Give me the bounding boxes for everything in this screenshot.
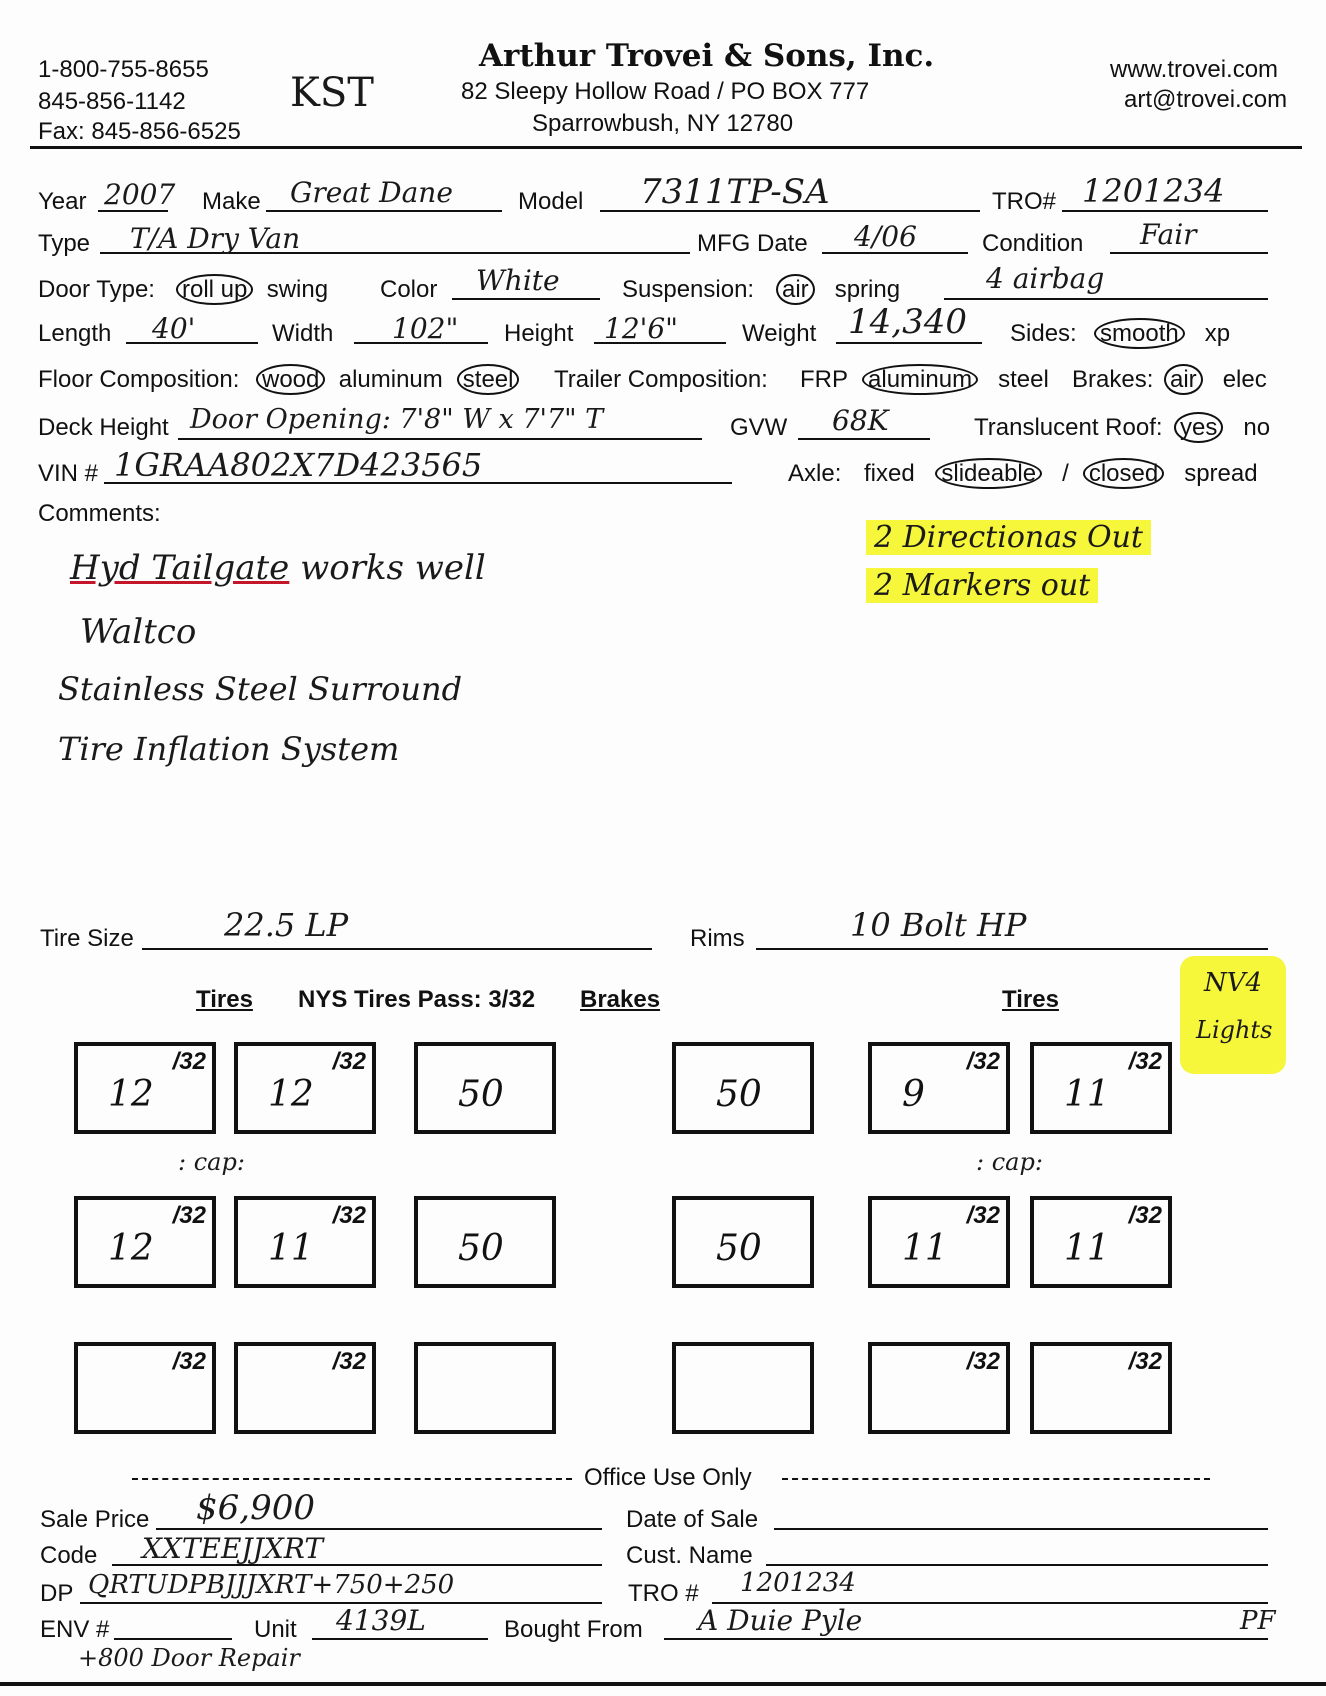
length-label: Length <box>38 320 112 347</box>
sale-price-line <box>156 1528 602 1530</box>
axle-slash: / <box>1062 460 1069 487</box>
header-divider <box>30 146 1302 149</box>
sides-xp-option: xp <box>1204 320 1231 347</box>
date-of-sale-label: Date of Sale <box>626 1506 759 1533</box>
dp-value: QRTUDPBJJJXRT+750+250 <box>88 1570 455 1600</box>
tire-box <box>868 1196 1010 1288</box>
initials-bottom: PF <box>1240 1606 1276 1636</box>
phone-2: 845-856-1142 <box>38 88 186 115</box>
dp-label: DP <box>40 1580 74 1607</box>
note-markers-text: 2 Markers out <box>866 568 1098 603</box>
comment-works-well: works well <box>300 548 486 588</box>
brake-box <box>672 1196 814 1288</box>
gvw-value: 68K <box>832 404 889 437</box>
website: www.trovei.com <box>1110 56 1279 83</box>
comment-line-4: Tire Inflation System <box>58 730 400 768</box>
color-value: White <box>476 264 560 297</box>
floor-label: Floor Composition: <box>38 366 240 393</box>
initials-ks: KST <box>290 70 374 116</box>
deck-height-line <box>178 438 702 440</box>
make-label: Make <box>202 188 261 215</box>
tro-line <box>1062 210 1268 212</box>
height-value: 12'6" <box>604 312 679 345</box>
cust-name-label: Cust. Name <box>626 1542 753 1569</box>
sale-price-value: $6,900 <box>196 1488 315 1528</box>
brake-value: 50 <box>716 1074 762 1115</box>
width-label: Width <box>272 320 334 347</box>
weight-label: Weight <box>742 320 817 347</box>
deck-height-label: Deck Height <box>38 414 169 441</box>
rims-line <box>756 948 1268 950</box>
vin-value: 1GRAA802X7D423565 <box>114 446 483 484</box>
office-dash-left <box>132 1478 572 1480</box>
brake-box <box>672 1042 814 1134</box>
axle-slideable-option: slideable <box>935 458 1042 489</box>
tro-2-value: 1201234 <box>740 1568 856 1598</box>
tc-aluminum-option: aluminum <box>862 364 978 395</box>
bought-from-label: Bought From <box>504 1616 643 1643</box>
tread-depth-value: 9 <box>902 1074 925 1115</box>
door-type-label: Door Type: <box>38 276 155 303</box>
trailer-composition-label: Trailer Composition: <box>554 366 768 393</box>
brake-box <box>672 1342 814 1434</box>
make-value: Great Dane <box>290 176 453 209</box>
floor-options <box>262 366 519 394</box>
sides-options <box>1100 320 1230 348</box>
env-label: ENV # <box>40 1616 110 1643</box>
tread-depth-value: 12 <box>108 1074 154 1115</box>
gvw-label: GVW <box>730 414 788 441</box>
tire-box <box>1030 1342 1172 1434</box>
code-value: XXTEEJJXRT <box>142 1532 324 1565</box>
tread-fraction-label: /32 <box>966 1202 1000 1229</box>
axle-label: Axle: <box>788 460 842 487</box>
tread-depth-value: 11 <box>902 1228 948 1269</box>
nys-tires-pass: NYS Tires Pass: 3/32 <box>298 986 536 1013</box>
tire-box <box>74 1042 216 1134</box>
rims-label: Rims <box>690 925 745 952</box>
deck-height-value: Door Opening: 7'8" W x 7'7" T <box>190 404 604 435</box>
model-value: 7311TP-SA <box>640 172 830 212</box>
lights-text: Lights <box>1196 1016 1273 1044</box>
code-label: Code <box>40 1542 98 1569</box>
tread-fraction-label: /32 <box>332 1202 366 1229</box>
tire-box <box>74 1196 216 1288</box>
suspension-options <box>782 276 900 304</box>
note-directionals <box>866 520 1151 555</box>
brake-value: 50 <box>458 1228 504 1269</box>
fax: Fax: 845-856-6525 <box>38 118 241 145</box>
make-line <box>266 210 502 212</box>
gvw-line <box>798 438 930 440</box>
vin-label: VIN # <box>38 460 99 487</box>
type-label: Type <box>38 230 91 257</box>
env-line <box>114 1638 232 1640</box>
suspension-label: Suspension: <box>622 276 755 303</box>
type-value: T/A Dry Van <box>130 222 301 255</box>
translucent-no-option: no <box>1243 414 1271 441</box>
floor-wood-option: wood <box>256 364 325 395</box>
tro-2-label: TRO # <box>628 1580 699 1607</box>
cust-name-line <box>766 1564 1268 1566</box>
door-type-options <box>182 276 328 304</box>
tire-size-line <box>142 948 652 950</box>
length-value: 40' <box>152 312 196 345</box>
tire-box <box>234 1042 376 1134</box>
note-markers <box>866 568 1098 603</box>
tread-fraction-label: /32 <box>1128 1348 1162 1375</box>
note-directionals-text: 2 Directionas Out <box>866 520 1151 555</box>
weight-value: 14,340 <box>848 302 967 342</box>
door-roll-up-option: roll up <box>176 274 253 305</box>
tread-depth-value: 11 <box>1064 1228 1110 1269</box>
nv4-text: NV4 <box>1204 968 1263 998</box>
door-repair-note: +800 Door Repair <box>78 1644 300 1672</box>
model-label: Model <box>518 188 584 215</box>
tire-size-label: Tire Size <box>40 925 134 952</box>
sides-smooth-option: smooth <box>1094 318 1185 349</box>
tires-right-header: Tires <box>1002 986 1059 1013</box>
office-use-label: Office Use Only <box>584 1464 752 1491</box>
tread-fraction-label: /32 <box>1128 1202 1162 1229</box>
cap-note-left: : cap: <box>178 1148 245 1176</box>
date-of-sale-line <box>774 1528 1268 1530</box>
tread-fraction-label: /32 <box>172 1348 206 1375</box>
brake-value: 50 <box>458 1074 504 1115</box>
tire-box <box>74 1342 216 1434</box>
weight-line <box>836 342 982 344</box>
unit-value: 4139L <box>336 1604 426 1637</box>
tires-left-header: Tires <box>196 986 253 1013</box>
address-line-2: Sparrowbush, NY 12780 <box>532 110 794 137</box>
tread-depth-value: 12 <box>108 1228 154 1269</box>
axle-closed-option: closed <box>1083 458 1164 489</box>
color-line <box>452 298 600 300</box>
email: art@trovei.com <box>1124 86 1288 113</box>
tire-box <box>868 1342 1010 1434</box>
tread-depth-value: 11 <box>268 1228 314 1269</box>
suspension-air-option: air <box>776 274 815 305</box>
mfg-date-label: MFG Date <box>697 230 808 257</box>
tro-value: 1201234 <box>1082 172 1225 210</box>
suspension-spring-option: spring <box>834 276 901 303</box>
year-value: 2007 <box>104 178 176 211</box>
translucent-yes-option: yes <box>1174 412 1223 443</box>
door-swing-option: swing <box>266 276 329 303</box>
company-name: Arthur Trovei & Sons, Inc. <box>479 38 935 74</box>
comment-line-1 <box>70 548 486 588</box>
tire-size-value: 22.5 LP <box>224 906 349 944</box>
sides-label: Sides: <box>1010 320 1077 347</box>
address-line-1: 82 Sleepy Hollow Road / PO BOX 777 <box>461 78 870 105</box>
tread-fraction-label: /32 <box>332 1048 366 1075</box>
width-value: 102" <box>392 312 459 345</box>
bought-from-value: A Duie Pyle <box>698 1604 863 1637</box>
condition-line <box>1110 252 1268 254</box>
brakes-options <box>1170 366 1267 394</box>
sale-price-label: Sale Price <box>40 1506 150 1533</box>
trailer-composition-options <box>800 366 1049 394</box>
tread-fraction-label: /32 <box>332 1348 366 1375</box>
bought-from-line <box>664 1638 1268 1640</box>
floor-aluminum-option: aluminum <box>338 366 443 393</box>
axle-fixed-option: fixed <box>864 460 915 487</box>
tread-fraction-label: /32 <box>172 1048 206 1075</box>
suspension-line <box>944 298 1268 300</box>
brake-box <box>414 1342 556 1434</box>
comment-line-2: Waltco <box>80 612 197 652</box>
rims-value: 10 Bolt HP <box>850 906 1027 944</box>
tc-frp-option: FRP <box>800 366 848 393</box>
mfg-date-value: 4/06 <box>854 220 917 253</box>
color-label: Color <box>380 276 438 303</box>
nv4-highlight <box>1180 956 1286 1074</box>
brake-box <box>414 1042 556 1134</box>
tread-fraction-label: /32 <box>1128 1048 1162 1075</box>
axle-options <box>864 460 1258 488</box>
tread-depth-value: 12 <box>268 1074 314 1115</box>
tire-box <box>1030 1196 1172 1288</box>
brake-box <box>414 1196 556 1288</box>
cap-note-right: : cap: <box>976 1148 1043 1176</box>
tire-box <box>234 1196 376 1288</box>
brakes-column-header: Brakes <box>580 986 661 1013</box>
translucent-roof-label: Translucent Roof: <box>974 414 1163 441</box>
brakes-elec-option: elec <box>1222 366 1267 393</box>
axle-spread-option: spread <box>1184 460 1258 487</box>
bottom-edge <box>0 1682 1326 1686</box>
unit-label: Unit <box>254 1616 297 1643</box>
brakes-air-option: air <box>1164 364 1203 395</box>
comments-label: Comments: <box>38 500 161 527</box>
floor-steel-option: steel <box>457 364 520 395</box>
tire-box <box>868 1042 1010 1134</box>
tire-box <box>234 1342 376 1434</box>
tire-box <box>1030 1042 1172 1134</box>
condition-value: Fair <box>1140 218 1197 251</box>
brake-value: 50 <box>716 1228 762 1269</box>
phone-1: 1-800-755-8655 <box>38 56 209 83</box>
tread-fraction-label: /32 <box>966 1048 1000 1075</box>
brakes-label: Brakes: <box>1072 366 1154 393</box>
tread-fraction-label: /32 <box>172 1202 206 1229</box>
translucent-roof-options <box>1180 414 1270 442</box>
tc-steel-option: steel <box>998 366 1049 393</box>
office-dash-right <box>782 1478 1210 1480</box>
tread-fraction-label: /32 <box>966 1348 1000 1375</box>
unit-line <box>312 1638 488 1640</box>
tro-label: TRO# <box>992 188 1057 215</box>
condition-label: Condition <box>982 230 1084 257</box>
height-label: Height <box>504 320 574 347</box>
comment-hyd-tailgate: Hyd Tailgate <box>70 548 290 588</box>
suspension-note: 4 airbag <box>986 262 1105 295</box>
tread-depth-value: 11 <box>1064 1074 1110 1115</box>
comment-line-3: Stainless Steel Surround <box>58 670 463 708</box>
year-label: Year <box>38 188 87 215</box>
